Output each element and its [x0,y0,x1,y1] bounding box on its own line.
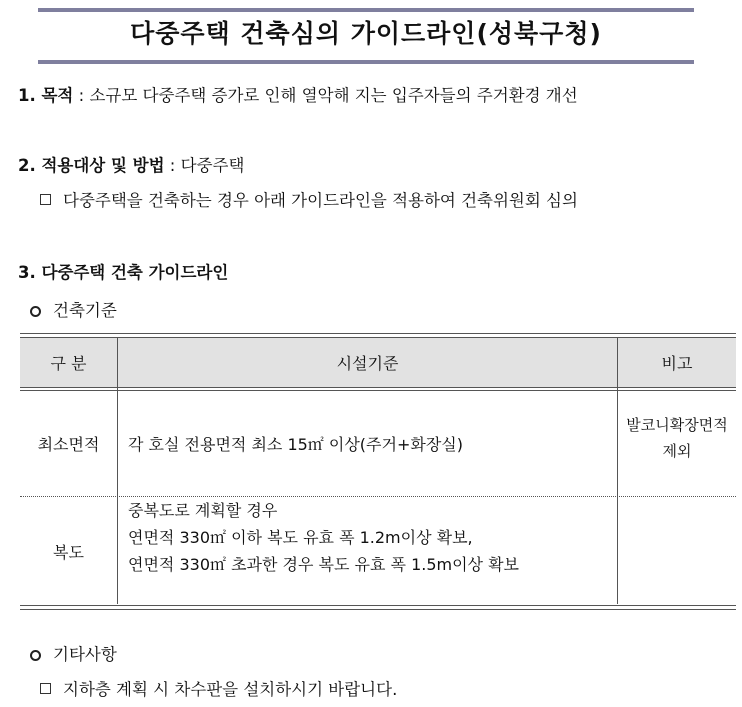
section-scope-bullet-text: 다중주택을 건축하는 경우 아래 가이드라인을 적용하여 건축위원회 심의 [63,191,578,210]
section-purpose-colon: : [73,86,90,105]
table-row-2-standard-line: 중복도로 계획할 경우 [128,501,278,520]
section-guideline [18,262,228,284]
section-scope-colon: : [164,156,181,175]
sub-heading-other [30,644,117,666]
table-header-standard: 시설기준 [336,354,399,373]
other-bullet [40,679,397,701]
table-bottom-double-rule [20,605,736,610]
table-row-1-note-line: 발코니확장면적 [626,416,728,434]
title-bottom-rule [38,60,694,64]
table-row-2-standard [118,497,617,605]
section-purpose-heading: 1. 목적 [18,86,74,105]
square-bullet-icon [40,683,51,694]
section-guideline-heading: 3. 다중주택 건축 가이드라인 [18,263,229,282]
square-bullet-icon [40,194,51,205]
table-row-2-note [618,497,736,605]
table-row-1-note [618,390,736,496]
circle-bullet-icon [30,650,41,661]
table-row-2-standard-line: 연면적 330㎡ 초과한 경우 복도 유효 폭 1.5m이상 확보 [128,555,520,574]
table-row-1-note-line: 제외 [662,442,692,460]
section-scope-bullet [40,190,578,212]
table-row-1-standard: 각 호실 전용면적 최소 15㎡ 이상(주거+화장실) [128,434,463,454]
sub-heading-building-standard-text: 건축기준 [53,301,117,320]
table-row-2-standard-line: 연면적 330㎡ 이하 복도 유효 폭 1.2m이상 확보, [128,528,473,547]
other-bullet-text: 지하층 계획 시 차수판을 설치하시기 바랍니다. [63,680,398,699]
page-title: 다중주택 건축심의 가이드라인(성북구청) [130,19,602,48]
section-purpose [18,85,578,107]
section-scope-text: 다중주택 [180,156,245,175]
sub-heading-building-standard [30,300,117,322]
title-top-rule [38,8,694,12]
table-header-category: 구 분 [50,354,87,373]
table-row-2-category: 복도 [53,542,84,562]
guideline-table [20,333,736,610]
table-row-1-category: 최소면적 [37,434,100,454]
section-scope [18,155,244,177]
section-purpose-text: 소규모 다중주택 증가로 인해 열악해 지는 입주자들의 주거환경 개선 [89,86,578,105]
sub-heading-other-text: 기타사항 [53,645,117,664]
table-header-note: 비고 [661,354,693,373]
section-scope-heading: 2. 적용대상 및 방법 [18,156,165,175]
circle-bullet-icon [30,306,41,317]
